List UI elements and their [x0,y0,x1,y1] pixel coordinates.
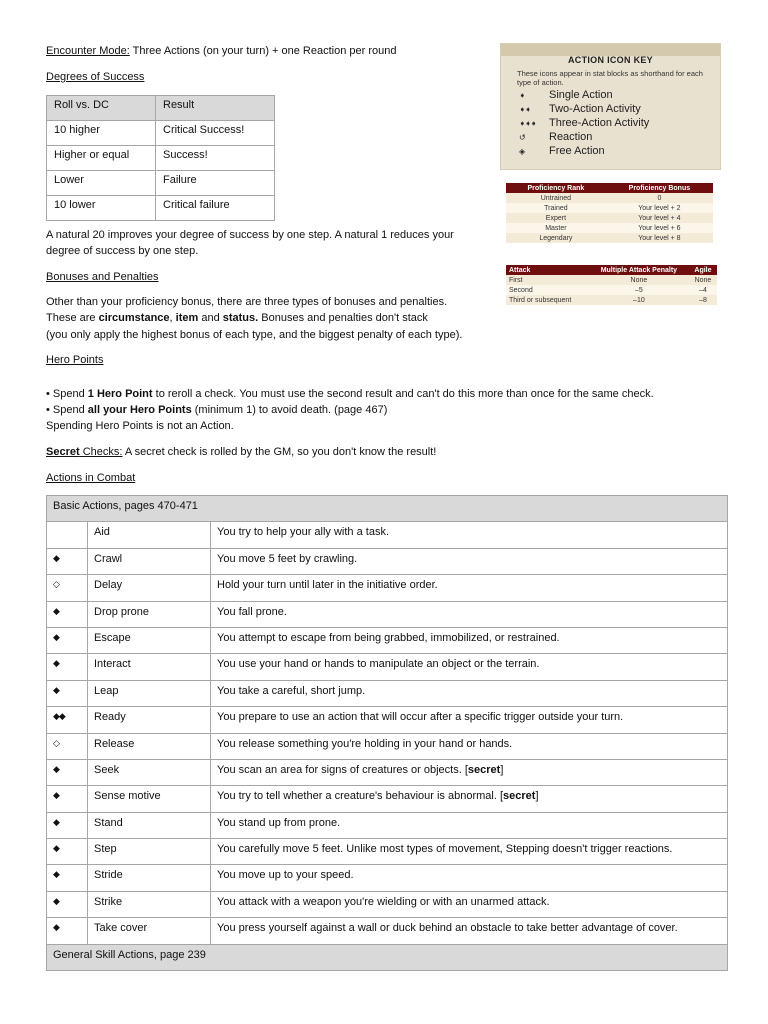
action-description [211,522,728,548]
bonuses-line-3: (you only apply the highest bonus of each type, and the biggest penalty of each type). [46,329,463,341]
text: You use your hand or hands to manipulate an object or the terrain. [217,658,540,671]
key-item [519,145,605,157]
text: You try to help your ally with a task. [217,526,390,539]
degrees-table [46,95,275,221]
degrees-col-result: Result [156,96,275,121]
text: ] [500,763,504,776]
action-name: Release [88,733,211,759]
action-description [211,680,728,706]
bonuses-line-1: Other than your proficiency bonus, there are three types of bonuses and penalties. [46,296,448,308]
text: You move up to your speed. [217,869,354,882]
action-cost-icon: ◆◆ [47,707,88,733]
attack-penalty-table [506,265,717,305]
table-cell: Legendary [506,233,606,243]
action-description [211,812,728,838]
key-item [519,117,649,129]
proficiency-table [506,183,713,243]
actions-table [46,495,728,971]
key-item [519,131,592,143]
two-action-icon: ➧➧ [519,105,531,114]
action-name: Sense motive [88,786,211,812]
table-row [506,265,717,275]
action-description [211,786,728,812]
table-cell: 0 [606,193,713,203]
text: You stand up from prone. [217,816,341,829]
three-action-icon: ➧➧➧ [519,119,537,128]
action-cost-icon: ◆ [47,891,88,917]
text: Single Action [549,89,613,101]
text: You attack with a weapon you're wielding or with an unarmed attack. [217,895,550,908]
text: all your Hero Points [87,404,192,416]
action-description [211,654,728,680]
secret-tag: secret [503,790,536,803]
table-cell: Your level + 8 [606,233,713,243]
secret-tag: secret [467,763,501,776]
table-cell: –10 [589,295,689,305]
action-cost-icon: ◆ [47,759,88,785]
action-name: Aid [88,522,211,548]
action-description [211,918,728,944]
action-name: Stride [88,865,211,891]
bonuses-line-2 [46,311,428,325]
table-cell: Your level + 2 [606,203,713,213]
table-row [506,233,713,243]
table-row [506,285,717,295]
table-row [506,183,713,193]
text: You take a careful, short jump. [217,684,366,697]
key-item [519,103,641,115]
table-row [47,865,728,891]
table-cell: Trained [506,203,606,213]
text: 1 Hero Point [87,388,153,400]
action-name: Delay [88,575,211,601]
action-name: Leap [88,680,211,706]
action-name: Escape [88,627,211,653]
section-basic-actions: Basic Actions, pages 470-471 [47,496,728,522]
text: (minimum 1) to avoid death. (page 467) [191,404,388,416]
text: You prepare to use an action that will occur after a specific trigger outside your turn. [217,711,624,724]
text: Reaction [549,131,593,143]
action-cost-icon: ◆ [47,548,88,574]
degrees-heading: Degrees of Success [46,71,145,83]
item-term: item [175,312,199,324]
degrees-note-1: A natural 20 improves your degree of success by one step. A natural 1 reduces your [46,229,454,241]
hero-bullet-1 [46,387,654,401]
circumstance-term: circumstance [98,312,170,324]
table-row [506,193,713,203]
table-row [506,203,713,213]
reaction-icon: ↺ [519,133,525,142]
table-row [47,891,728,917]
degrees-col-roll: Roll vs. DC [47,96,156,121]
key-description: These icons appear in stat blocks as shorthand for each type of action. [517,69,703,87]
table-row [47,548,728,574]
action-cost-icon: ◆ [47,865,88,891]
table-row [47,759,728,785]
table-row [47,654,728,680]
table-cell: Your level + 6 [606,223,713,233]
action-description [211,707,728,733]
action-cost-icon: ◆ [47,654,88,680]
action-cost-icon: ◆ [47,786,88,812]
hero-bullet-2 [46,403,387,417]
action-description [211,891,728,917]
action-name: Take cover [88,918,211,944]
text: • Spend [46,388,88,400]
table-row [47,96,275,121]
text: Three-Action Activity [549,117,650,129]
action-name: Seek [88,759,211,785]
action-name: Interact [88,654,211,680]
table-cell: –4 [689,285,717,295]
table-row [47,680,728,706]
table-row [47,812,728,838]
encounter-mode-line [46,44,396,58]
table-cell: Your level + 4 [606,213,713,223]
table-row [47,171,275,196]
hero-heading: Hero Points [46,354,104,366]
text: ] [535,790,539,803]
section-skill-actions: General Skill Actions, page 239 [47,944,728,970]
action-description [211,601,728,627]
table-row [47,786,728,812]
action-cost-icon: ◆ [47,918,88,944]
text: Two-Action Activity [549,103,641,115]
table-cell: Second [506,285,589,295]
table-row [47,575,728,601]
table-cell: Success! [156,146,275,171]
table-row [47,496,728,522]
text: Free Action [549,145,605,157]
text: Hold your turn until later in the initiative order. [217,579,438,592]
action-cost-icon: ◆ [47,680,88,706]
table-row [47,522,728,548]
table-row [47,839,728,865]
text: You fall prone. [217,605,287,618]
degrees-note-2: degree of success by one step. [46,245,199,257]
encounter-mode-label: Encounter Mode: [46,45,130,57]
table-row [506,295,717,305]
table-header: Multiple Attack Penalty [589,265,689,275]
table-row [47,601,728,627]
text: You scan an area for signs of creatures or objects. [ [217,763,468,776]
table-header: Proficiency Rank [506,183,606,193]
table-cell: Expert [506,213,606,223]
table-row [47,707,728,733]
table-cell: Untrained [506,193,606,203]
action-description [211,575,728,601]
text: Bonuses and penalties don't stack [258,312,428,324]
table-header: Proficiency Bonus [606,183,713,193]
encounter-mode-text: Three Actions (on your turn) + one Reaction per round [129,45,397,57]
combat-heading: Actions in Combat [46,472,136,484]
action-cost-icon: ◆ [47,812,88,838]
table-cell: Higher or equal [47,146,156,171]
table-row [47,196,275,221]
status-term: status. [222,312,259,324]
text: You press yourself against a wall or duck behind an obstacle to take better advantage of cover. [217,922,678,935]
action-cost-icon: ◆ [47,601,88,627]
key-title: ACTION ICON KEY [567,55,653,65]
table-row [506,275,717,285]
table-cell: None [589,275,689,285]
text: A secret check is rolled by the GM, so you don't know the result! [122,446,437,458]
text: These are [46,312,99,324]
action-icon-key [500,43,721,170]
text: You carefully move 5 feet. Unlike most types of movement, Stepping doesn't trigger reactions. [217,843,673,856]
action-description [211,865,728,891]
action-name: Step [88,839,211,865]
action-cost-icon: ◇ [47,575,88,601]
secret-checks-line [46,445,436,459]
table-cell: 10 higher [47,121,156,146]
action-name: Stand [88,812,211,838]
text: You release something you're holding in your hand or hands. [217,737,513,750]
action-description [211,733,728,759]
single-action-icon: ➧ [519,91,525,100]
action-name: Strike [88,891,211,917]
table-cell: Lower [47,171,156,196]
text: to reroll a check. You must use the second result and can't do this more than once for the same check. [152,388,654,400]
action-description [211,627,728,653]
table-row [47,627,728,653]
table-row [506,213,713,223]
action-cost-icon: ◆ [47,839,88,865]
table-row [47,121,275,146]
text: • Spend [46,404,88,416]
hero-note: Spending Hero Points is not an Action. [46,420,234,432]
action-description [211,839,728,865]
action-cost-icon: ◇ [47,733,88,759]
text: Secret [46,446,80,458]
table-cell: None [689,275,717,285]
action-name: Drop prone [88,601,211,627]
text: , [169,312,176,324]
table-row [47,918,728,944]
table-header: Attack [506,265,589,275]
text: and [198,312,223,324]
table-header: Agile [689,265,717,275]
text: You try to tell whether a creature's behaviour is abnormal. [ [217,790,504,803]
key-item [519,89,613,101]
table-cell: Critical failure [156,196,275,221]
table-cell: Critical Success! [156,121,275,146]
table-cell: 10 lower [47,196,156,221]
table-cell: Third or subsequent [506,295,589,305]
table-cell: First [506,275,589,285]
actions-rows [47,522,728,944]
table-row [506,223,713,233]
text: Checks: [79,446,123,458]
table-cell: –5 [589,285,689,295]
action-name: Ready [88,707,211,733]
text: You move 5 feet by crawling. [217,552,358,565]
text: You attempt to escape from being grabbed, immobilized, or restrained. [217,631,560,644]
action-cost-icon: ◆ [47,627,88,653]
table-cell: Failure [156,171,275,196]
action-description [211,759,728,785]
table-row [47,146,275,171]
table-row [47,733,728,759]
action-name: Crawl [88,548,211,574]
action-description [211,548,728,574]
table-row [47,944,728,970]
action-cost-icon [47,522,88,548]
table-cell: Master [506,223,606,233]
bonuses-heading: Bonuses and Penalties [46,271,159,283]
table-cell: –8 [689,295,717,305]
free-action-icon: ◈ [519,147,525,156]
